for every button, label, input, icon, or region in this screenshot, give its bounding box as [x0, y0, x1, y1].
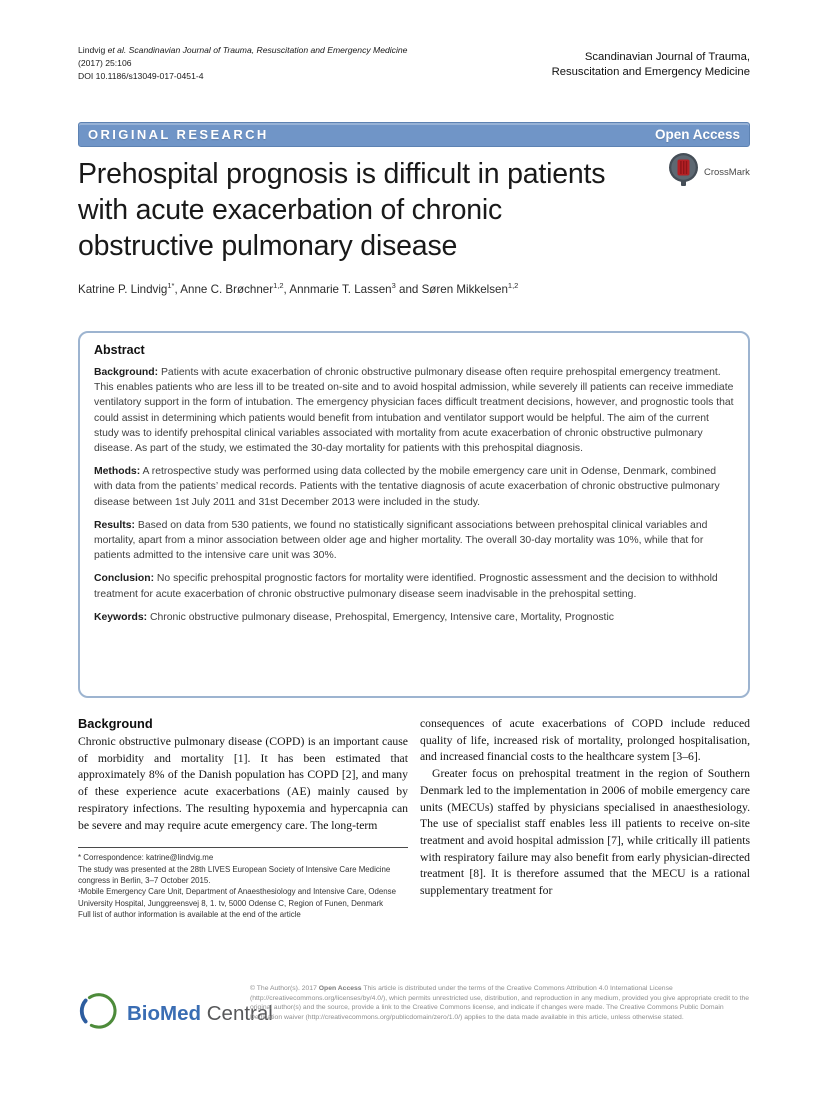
citation-line: Lindvig et al. Scandinavian Journal of Trauma, Resuscitation and Emergency Medicine: [78, 45, 408, 55]
abstract-background: Background: Patients with acute exacerbation of chronic obstructive pulmonary disease often require prehospital emergency treatment. This enables patients who are less ill to be treated on-site and to avoid hospital admission, while severely ill patients can receive immediate ventilatory support in the form of intubation. The emergency physician faces difficult treatment decisions, however, and prognostic tools that could assist in determining which patients would benefit from intubation and ventilator support would be helpful. The aim of the current study was to identify prehospital clinical variables associated with mortality from acute exacerbation of chronic obstructive pulmonary disease. As part of the study, we estimated the 30-day mortality for patients with this prehospital diagnosis.: [94, 367, 734, 455]
biomed-central-logo: [78, 989, 273, 1038]
citation-block: [78, 44, 407, 83]
author: Annmarie T. Lassen$^3$ and: [289, 281, 422, 296]
journal-name-line1: Scandinavian Journal of Trauma,: [584, 51, 750, 63]
correspondence-line: * Correspondence: katrine@lindvig.me: [78, 853, 214, 863]
author-info-line: Full list of author information is available at the end of the article: [78, 910, 301, 920]
affiliation-line: ¹Mobile Emergency Care Unit, Department of Anaesthesiology and Intensive Care, Odense University Hospital, Junggreensvej 8, 1. tv, 5000 Odense C, Region of Funen, Denmark: [78, 887, 396, 908]
open-access-label: Open Access: [654, 127, 740, 142]
body-paragraph: consequences of acute exacerbations of COPD include reduced quality of life, increased risk of mortality, prolonged hospitalisation, and increased financial costs to the healthcare system [3–6].: [420, 717, 750, 764]
title-line: Prehospital prognosis is difficult in patients: [78, 158, 606, 190]
title-line: obstructive pulmonary disease: [78, 230, 458, 262]
crossmark-badge[interactable]: [668, 152, 750, 192]
crossmark-icon: [668, 152, 699, 192]
article-title: [78, 156, 663, 264]
body-paragraph: Chronic obstructive pulmonary disease (COPD) is an important cause of morbidity and mortality [1]. It has been estimated that approximately 8% of the Danish population has COPD [2], and many of these experience acute exacerbations (AE) mainly caused by respiratory infections. The resulting hypoxemia and hypercapnia can be severe and may require acute emergency care. The long-term: [78, 735, 408, 832]
biomed-central-wordmark: BioMed Central: [127, 1001, 273, 1025]
abstract-methods: Methods: A retrospective study was performed using data collected by the mobile emergency care unit in Odense, Denmark, combined with data from the patients’ medical records. Patients with the tentative diagnosis of acute exacerbation of chronic obstructive pulmonary disease between 1st July 2011 and 31st December 2013 were included in the study.: [94, 466, 720, 508]
article-type-label: ORIGINAL RESEARCH: [88, 127, 269, 142]
doi-line: DOI 10.1186/s13049-017-0451-4: [78, 71, 204, 81]
right-column: [420, 716, 750, 921]
author-list: [78, 281, 738, 296]
title-line: with acute exacerbation of chronic: [78, 194, 503, 226]
body-paragraph: Greater focus on prehospital treatment in the region of Southern Denmark led to the implementation in 2006 of mobile emergency care units (MECUs) staffed by physicians specialised in anaesthesiology. The use of specialist staff enables less ill patients to receive on-site treatment and avoid hospital admission [7], while critically ill patients with respiratory failure may also benefit from early physician-directed treatment [8]. It is therefore assumed that the MECU is a rational supplementary treatment for: [420, 767, 750, 898]
citation-volume: (2017) 25:106: [78, 58, 132, 68]
author: Søren Mikkelsen$^{1,2}$: [421, 281, 519, 296]
article-type-banner: [78, 122, 750, 147]
journal-name-line2: Resuscitation and Emergency Medicine: [551, 65, 750, 78]
publisher-footer: [78, 984, 750, 1038]
author: Anne C. Brøchner$^{1,2}$,: [180, 281, 290, 296]
footnotes-block: [78, 847, 408, 920]
presented-line: The study was presented at the 28th LIVES European Society of Intensive Care Medicine congress in Berlin, 3–7 October 2015.: [78, 864, 391, 886]
section-heading-background: Background: [78, 716, 153, 731]
abstract-heading: Abstract: [94, 343, 145, 357]
abstract-results: Results: Based on data from 530 patients, we found no statistically significant associations between prehospital clinical variables and mortality, apart from a minor association between older age and higher mortality. The overall 30-day mortality was 10%, while that for patients admitted to the intensive care unit was 30%.: [94, 519, 708, 562]
article-body: [78, 716, 750, 921]
abstract-keywords: Keywords: Chronic obstructive pulmonary disease, Prehospital, Emergency, Intensive care, Mortality, Prognostic: [94, 611, 614, 623]
abstract-conclusion: Conclusion: No specific prehospital prognostic factors for mortality were identified. Prognostic assessment and the decision to withhold treatment for acute exacerbation of chronic obstructive pulmonary disease seem inadvisable in the prehospital setting.: [94, 573, 718, 600]
left-column: [78, 716, 408, 921]
author: Katrine P. Lindvig$^{1*}$,: [78, 281, 181, 296]
journal-name: [552, 50, 750, 79]
abstract-box: [78, 331, 750, 698]
biomed-central-icon: [78, 989, 120, 1038]
copyright-notice: © The Author(s). 2017 Open Access This article is distributed under the terms of the Creative Commons Attribution 4.0 International License (http://creativecommons.org/licenses/by/4.0/), which permits unrestricted use, distribution, and reproduction in any medium, provided you give appropriate credit to the original author(s) and the source, provide a link to the Creative Commons license, and indicate if changes were made. The Creative Commons Public Domain Dedication waiver (http://creativecommons.org/publicdomain/zero/1.0/) applies to the data made available in this article, unless otherwise stated.: [250, 985, 750, 1021]
crossmark-label: CrossMark: [704, 166, 750, 178]
